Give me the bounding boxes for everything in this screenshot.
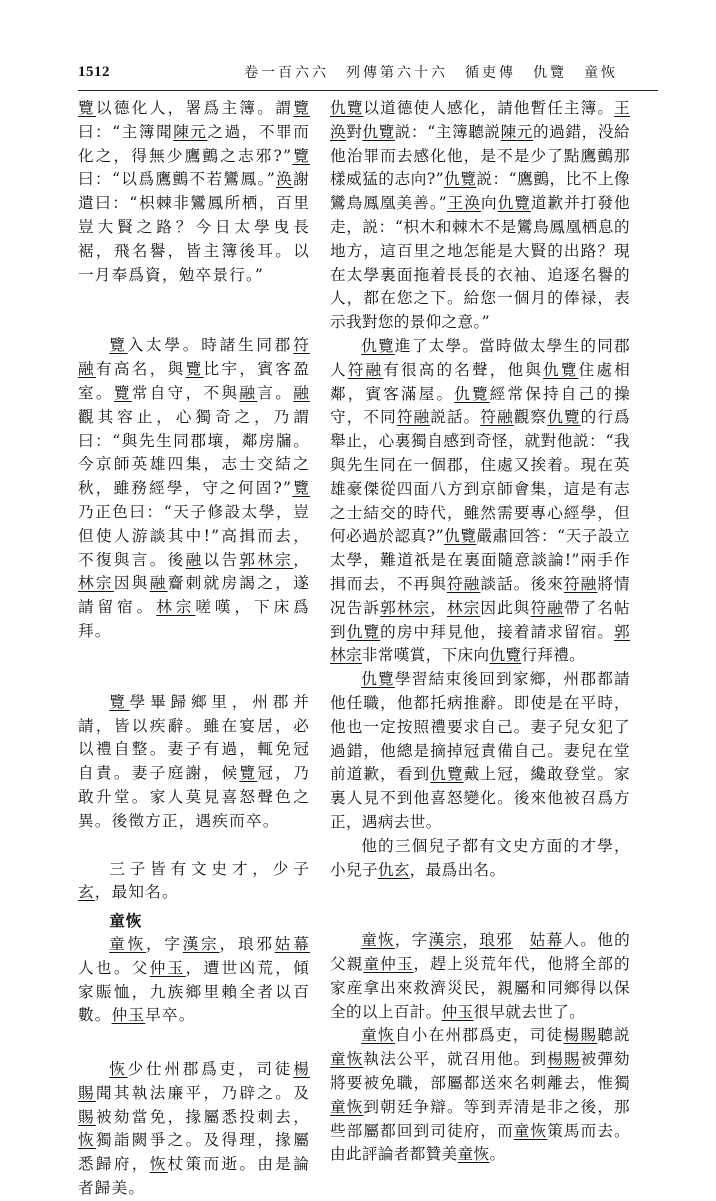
proper-name: 覽 bbox=[292, 479, 311, 498]
text-run: 以德化人，署爲主簿。謂 bbox=[95, 99, 294, 117]
proper-name: 符融 bbox=[396, 408, 431, 427]
proper-name: 童恢 bbox=[361, 1026, 395, 1045]
proper-name: 覽 bbox=[78, 99, 96, 117]
text-run: 説話。 bbox=[430, 408, 481, 427]
proper-name: 仇覽 bbox=[489, 646, 522, 665]
text-run: 常自守，不與 bbox=[131, 383, 240, 402]
text-run: 人也。父 bbox=[78, 958, 150, 977]
proper-name: 琅邪 bbox=[479, 931, 513, 950]
text-run: 觀其容止，心獨奇之，乃謂曰：“與先生同郡壤，鄰房牖。今京師英雄四集，志士交結之秋，雖務經學，守之何固?” bbox=[78, 407, 310, 498]
text-run: 因此與 bbox=[480, 598, 531, 617]
proper-name: 姑幕 bbox=[274, 934, 310, 953]
text-run: 的行爲舉止，心裏獨自感到奇怪，就對他説：“我與先生同在一個郡，住處又挨着。現在英雄豪傑從四面八方到京師會集，這是有志之士結交的時代，雖然需要專心經學，但何必過於認真?” bbox=[330, 408, 630, 546]
translation-column bbox=[330, 97, 630, 1167]
text-run: 曰：“主簿聞 bbox=[78, 122, 174, 141]
text-run: 對 bbox=[346, 122, 363, 141]
text-run bbox=[513, 931, 530, 949]
paragraph bbox=[78, 858, 310, 906]
text-run: 曰：“以爲鷹鸇不若鸞鳳。” bbox=[78, 170, 276, 189]
text-run: 言。 bbox=[257, 383, 294, 402]
text-run: 行拜禮。 bbox=[521, 646, 586, 665]
proper-name: 融 bbox=[293, 383, 311, 402]
text-run: 他的三個兒子都有文史方面的才學，小兒子 bbox=[330, 836, 630, 879]
proper-name: 仇覽 bbox=[497, 194, 531, 213]
text-run: 被彈劾將要被免職，部屬都送來名刺離去，惟獨 bbox=[330, 1050, 630, 1093]
proper-name: 仇覽 bbox=[543, 360, 579, 379]
text-run: ，字 bbox=[394, 931, 429, 950]
proper-name: 童恢 bbox=[330, 1050, 364, 1069]
proper-name: 仇覽 bbox=[362, 122, 395, 141]
proper-name: 覽 bbox=[185, 360, 204, 379]
text-run: 説：“鷹鸇，比不上像鸞鳥鳳凰美善。” bbox=[330, 170, 630, 213]
text-run: 冠，乃敢升堂。家人莫見喜怒聲色之異。後徵方正，遇疾而卒。 bbox=[78, 764, 310, 830]
proper-name: 符融 bbox=[530, 598, 564, 617]
paragraph bbox=[330, 97, 630, 335]
text-run: 的房中拜見他，接着請求留宿。 bbox=[380, 622, 615, 641]
text-run: 少仕州郡爲吏，司徒 bbox=[127, 1060, 294, 1079]
classical-text-column bbox=[78, 97, 310, 1201]
text-run: 有很高的名聲，他與 bbox=[383, 360, 544, 379]
text-run: 比宇，賓客盈室。 bbox=[78, 360, 310, 402]
proper-name: 恢 bbox=[149, 1155, 168, 1174]
proper-name: 王涣 bbox=[330, 99, 630, 141]
text-run: 談話。後來 bbox=[480, 574, 564, 593]
header-rule bbox=[78, 90, 658, 91]
text-run: 嗟嘆，下床爲拜。 bbox=[78, 598, 310, 640]
text-run: 學習結束後回到家鄉，州郡都請他任職，他都托病推辭。即使是在平時，他也一定按照禮要求自己。妻子兒女犯了過錯，他總是摘掉冠責備自己。妻兒在堂前道歉，看到 bbox=[330, 670, 630, 784]
proper-name: 融 bbox=[149, 574, 168, 593]
proper-name: 符融 bbox=[78, 336, 310, 379]
paragraph bbox=[330, 835, 630, 883]
proper-name: 林宗 bbox=[156, 598, 196, 617]
text-run: 説：“主簿聽説 bbox=[394, 122, 501, 141]
text-run: 道歉并打發他走，説：“枳木和棘木不是鸞鳥鳳凰栖息的地方，這百里之地怎能是大賢的出路？現在太學裏面拖着長長的衣袖、追逐名譽的人，都在您之下。給您一個月的俸禄，表示我對您的景仰之意。” bbox=[330, 194, 630, 332]
text-run: 早卒。 bbox=[145, 1006, 196, 1025]
proper-name: 童恢 bbox=[513, 1121, 548, 1140]
proper-name: 林宗 bbox=[78, 574, 114, 593]
text-run: 因與 bbox=[113, 574, 150, 593]
proper-name: 仇玄 bbox=[377, 860, 410, 879]
text-run: 非常嘆賞，下床向 bbox=[361, 646, 490, 665]
text-run: 自小在州郡爲吏，司徒 bbox=[394, 1026, 564, 1045]
proper-name: 仇覽 bbox=[454, 384, 490, 403]
text-run: ，最爲出名。 bbox=[409, 860, 506, 879]
proper-name: 仇覽 bbox=[361, 670, 395, 689]
proper-name: 陳元 bbox=[173, 122, 208, 141]
proper-name: 仇覽 bbox=[346, 622, 381, 641]
text-run: 進了太學。當時做太學生的同郡人 bbox=[330, 336, 630, 379]
proper-name: 郭林宗 bbox=[380, 598, 431, 617]
text-run: 人。他的父親 bbox=[330, 931, 631, 974]
proper-name: 郭林宗 bbox=[239, 550, 294, 569]
proper-name: 漢宗 bbox=[182, 934, 220, 953]
page-number: 1512 bbox=[78, 64, 110, 80]
text-run: 童恢 bbox=[109, 911, 143, 931]
paragraph bbox=[78, 691, 310, 834]
text-run: 獨詣闕爭之。及得理，掾屬悉歸府， bbox=[78, 1131, 310, 1174]
text-run: 謝遣曰：“枳棘非鸞鳳所栖，百里豈大賢之路？今日太學曳長裾，飛名譽，皆主簿後耳。以一月奉爲資，勉卒景行。” bbox=[78, 170, 311, 284]
proper-name: 覽 bbox=[292, 146, 311, 165]
text-run: 很早就去世了。 bbox=[473, 1002, 586, 1021]
proper-name: 童恢 bbox=[330, 1097, 364, 1116]
running-title: 卷一百六六 列傳第六十六 循吏傳 仇覽 童恢 bbox=[244, 65, 618, 81]
proper-name: 陳元 bbox=[500, 122, 534, 141]
paragraph bbox=[330, 1024, 630, 1167]
proper-name: 仲玉 bbox=[149, 958, 186, 977]
text-run: ，琅邪 bbox=[219, 934, 275, 953]
proper-name: 覽 bbox=[239, 764, 258, 783]
text-run: 帶了名帖到 bbox=[330, 598, 630, 641]
proper-name: 仇覽 bbox=[443, 527, 477, 546]
proper-name: 漢宗 bbox=[428, 931, 463, 950]
proper-name: 覽 bbox=[113, 383, 132, 402]
proper-name: 王涣 bbox=[446, 194, 481, 213]
proper-name: 仲玉 bbox=[111, 1006, 146, 1025]
proper-name: 姑幕 bbox=[529, 931, 564, 950]
proper-name: 恢 bbox=[78, 1131, 96, 1150]
proper-name: 童恢 bbox=[109, 934, 146, 953]
paragraph bbox=[78, 933, 310, 1028]
proper-name: 楊賜 bbox=[547, 1050, 581, 1069]
paragraph bbox=[78, 334, 310, 643]
text-run: ，遭世凶荒，傾家賑恤，九族鄉里賴全者以百數。 bbox=[78, 958, 310, 1025]
proper-name: 符融 bbox=[347, 360, 384, 379]
proper-name: 仇覽 bbox=[430, 765, 464, 784]
text-run: 以道德使人感化，請他暫任主簿。 bbox=[363, 99, 615, 117]
proper-name: 郭林宗 bbox=[330, 622, 630, 665]
proper-name: 楊賜 bbox=[563, 1026, 598, 1045]
text-run: ，最知名。 bbox=[94, 883, 179, 902]
text-run: 以告 bbox=[203, 550, 240, 569]
text-run: 。 bbox=[489, 1145, 506, 1164]
proper-name: 賜 bbox=[78, 1107, 96, 1126]
proper-name: 覽 bbox=[109, 336, 128, 355]
text-run: 有高名，與 bbox=[95, 360, 186, 379]
text-run: 將情况告訴 bbox=[330, 574, 630, 617]
proper-name: 仇覽 bbox=[330, 99, 364, 117]
proper-name: 覽 bbox=[109, 692, 130, 711]
text-run: 之過，不罪而化之，得無少鷹鸇之志邪?” bbox=[78, 122, 310, 165]
proper-name: 涣 bbox=[275, 170, 294, 189]
text-run: 執法公平，就召用他。到 bbox=[363, 1050, 548, 1069]
proper-name: 融 bbox=[185, 550, 204, 569]
page-header bbox=[78, 62, 658, 88]
text-run: 聽説 bbox=[597, 1026, 630, 1045]
paragraph bbox=[330, 335, 630, 668]
proper-name: 符融 bbox=[563, 574, 598, 593]
proper-name: 仲玉 bbox=[441, 1002, 474, 1021]
proper-name: 仇覽 bbox=[361, 336, 395, 355]
text-run: 戴上冠，纔敢登堂。家裏人見不到他喜怒變化。後來他被召爲方正，遇病去世。 bbox=[330, 765, 630, 831]
proper-name: 玄 bbox=[78, 883, 95, 902]
paragraph bbox=[330, 929, 630, 1024]
proper-name: 童恢 bbox=[457, 1145, 490, 1164]
proper-name: 覽 bbox=[293, 99, 310, 117]
text-run: 觀察 bbox=[513, 408, 548, 427]
proper-name: 仇覽 bbox=[443, 170, 477, 189]
text-run: 聞其執法廉平，乃辟之。及 bbox=[95, 1083, 310, 1102]
text-run: 策馬而去。由此評論者都贊美 bbox=[330, 1121, 630, 1164]
paragraph bbox=[78, 1058, 310, 1201]
text-run: 向 bbox=[480, 194, 498, 213]
text-run: 嚴肅回答：“天子設立太學，難道祇是在裏面隨意談論!”兩手作揖而去，不再與 bbox=[330, 527, 630, 593]
text-run: ， bbox=[462, 931, 480, 950]
text-run: 經常保持自己的操守，不同 bbox=[330, 384, 631, 427]
text-run: 的過錯，没給他治罪而去感化他，是不是少了點鷹鸇那樣威猛的志向?” bbox=[330, 122, 630, 189]
text-run: 住處相鄰，賓客滿屋。 bbox=[330, 360, 631, 403]
proper-name: 童恢 bbox=[361, 931, 395, 950]
proper-name: 楊賜 bbox=[78, 1060, 310, 1102]
section-heading bbox=[78, 909, 310, 933]
text-run: 乃正色曰：“天子修設太學，豈但使人游談其中!”高揖而去，不復與言。後 bbox=[78, 502, 310, 569]
proper-name: 仇覽 bbox=[547, 408, 581, 427]
proper-name: 童仲玉 bbox=[363, 955, 414, 974]
text-run: 到朝廷争辯。等到弄清是非之後，那些部屬都回到司徒府，而 bbox=[330, 1097, 630, 1140]
text-run: 齎刺就房謁之，遂請留宿。 bbox=[78, 574, 311, 617]
proper-name: 符融 bbox=[480, 408, 514, 427]
paragraph bbox=[78, 97, 310, 287]
proper-name: 融 bbox=[239, 383, 258, 402]
text-run: 入太學。時諸生同郡 bbox=[127, 336, 294, 355]
proper-name: 林宗 bbox=[446, 598, 481, 617]
text-run: ，字 bbox=[145, 934, 183, 953]
text-run: 三子皆有文史才，少子 bbox=[109, 859, 310, 878]
proper-name: 恢 bbox=[109, 1060, 128, 1079]
text-run: 杖策而逝。由是論者歸美。 bbox=[78, 1155, 310, 1198]
text-run: 被劾當免，掾屬悉投刺去， bbox=[95, 1107, 310, 1126]
text-run: ，趕上災荒年代，他將全部的家産拿出來救濟災民，親屬和同鄉得以保全的以上百計。 bbox=[330, 955, 630, 1021]
paragraph bbox=[330, 668, 630, 835]
proper-name: 符融 bbox=[446, 574, 481, 593]
text-run: 學畢歸鄉里，州郡并請，皆以疾辭。雖在宴居，必以禮自整。妻子有過，輒免冠自責。妻子庭謝，候 bbox=[78, 692, 310, 783]
text-run: ， bbox=[430, 598, 447, 617]
text-run: ， bbox=[293, 550, 310, 569]
